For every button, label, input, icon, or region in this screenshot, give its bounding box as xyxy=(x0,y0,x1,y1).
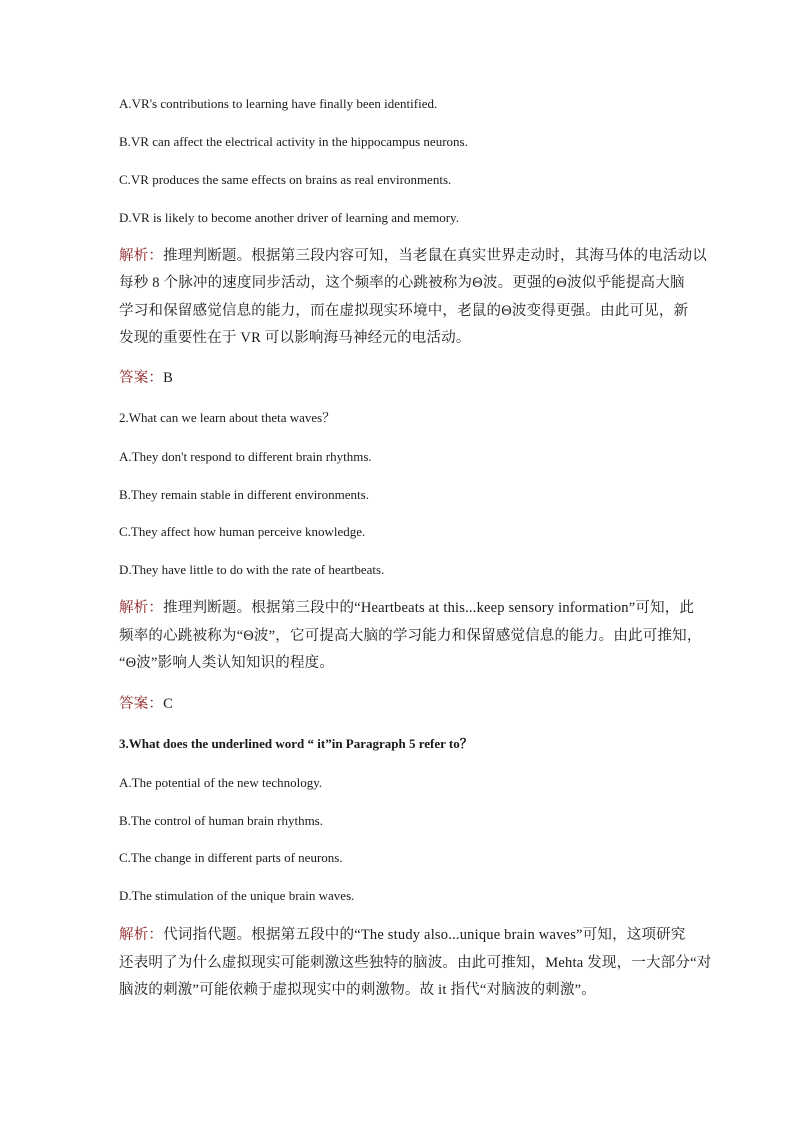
q2-analysis-line-2: 频率的心跳被称为“Θ波”，它可提高大脑的学习能力和保留感觉信息的能力。由此可推知， xyxy=(119,628,702,644)
q1-analysis-line-3: 学习和保留感觉信息的能力，而在虚拟现实环境中，老鼠的Θ波变得更强。由此可见，新 xyxy=(119,303,689,319)
q1-answer-value: B xyxy=(163,370,173,386)
q2-analysis-line-3: “Θ波”影响人类认知知识的程度。 xyxy=(119,655,335,671)
q3-question: 3.What does the underlined word “ it”in Paragraph 5 refer to？ xyxy=(119,736,473,751)
q1-analysis-line-1: 解析：推理判断题。根据第三段内容可知，当老鼠在真实世界走动时，其海马体的电活动以 xyxy=(119,248,708,264)
q2-answer-label: 答案： xyxy=(119,696,164,712)
q2-option-b: B.They remain stable in different environments. xyxy=(119,487,369,502)
q2-analysis-label: 解析： xyxy=(119,600,164,616)
q3-option-b: B.The control of human brain rhythms. xyxy=(119,813,323,828)
q2-analysis-line-1: 解析：推理判断题。根据第三段中的“Heartbeats at this...keep sensory information”可知，此 xyxy=(119,600,695,616)
q1-option-d: D.VR is likely to become another driver of learning and memory. xyxy=(119,210,459,225)
q1-option-c: C.VR produces the same effects on brains as real environments. xyxy=(119,172,452,187)
q2-question: 2.What can we learn about theta waves？ xyxy=(119,410,336,425)
q2-option-d: D.They have little to do with the rate of heartbeats. xyxy=(119,562,385,577)
q2-answer-value: C xyxy=(163,696,173,712)
q3-analysis-line-3: 脑波的刺激”可能依赖于虚拟现实中的刺激物。故 it 指代“对脑波的刺激”。 xyxy=(119,982,597,998)
q2-option-a: A.They don't respond to different brain rhythms. xyxy=(119,449,372,464)
q1-analysis-line-2: 每秒 8 个脉冲的速度同步活动，这个频率的心跳被称为Θ波。更强的Θ波似乎能提高大脑 xyxy=(119,275,685,291)
q1-analysis-line-4: 发现的重要性在于 VR 可以影响海马神经元的电活动。 xyxy=(119,330,471,346)
q3-option-a: A.The potential of the new technology. xyxy=(119,775,323,790)
q2-answer xyxy=(119,695,173,713)
q3-option-d: D.The stimulation of the unique brain waves. xyxy=(119,888,355,903)
q2-option-c: C.They affect how human perceive knowledge. xyxy=(119,524,366,539)
q1-analysis-label: 解析： xyxy=(119,248,164,264)
q3-analysis-line-2: 还表明了为什么虚拟现实可能刺激这些独特的脑波。由此可推知，Mehta 发现，一大部分“对 xyxy=(119,955,712,971)
q1-answer xyxy=(119,369,173,387)
q1-option-b: B.VR can affect the electrical activity in the hippocampus neurons. xyxy=(119,134,468,149)
q3-option-c: C.The change in different parts of neurons. xyxy=(119,850,343,865)
q1-answer-label: 答案： xyxy=(119,370,164,386)
q1-option-a: A.VR's contributions to learning have finally been identified. xyxy=(119,96,438,111)
q3-analysis-line-1: 解析：代词指代题。根据第五段中的“The study also...unique brain waves”可知，这项研究 xyxy=(119,927,686,943)
q3-analysis-label: 解析： xyxy=(119,927,164,943)
